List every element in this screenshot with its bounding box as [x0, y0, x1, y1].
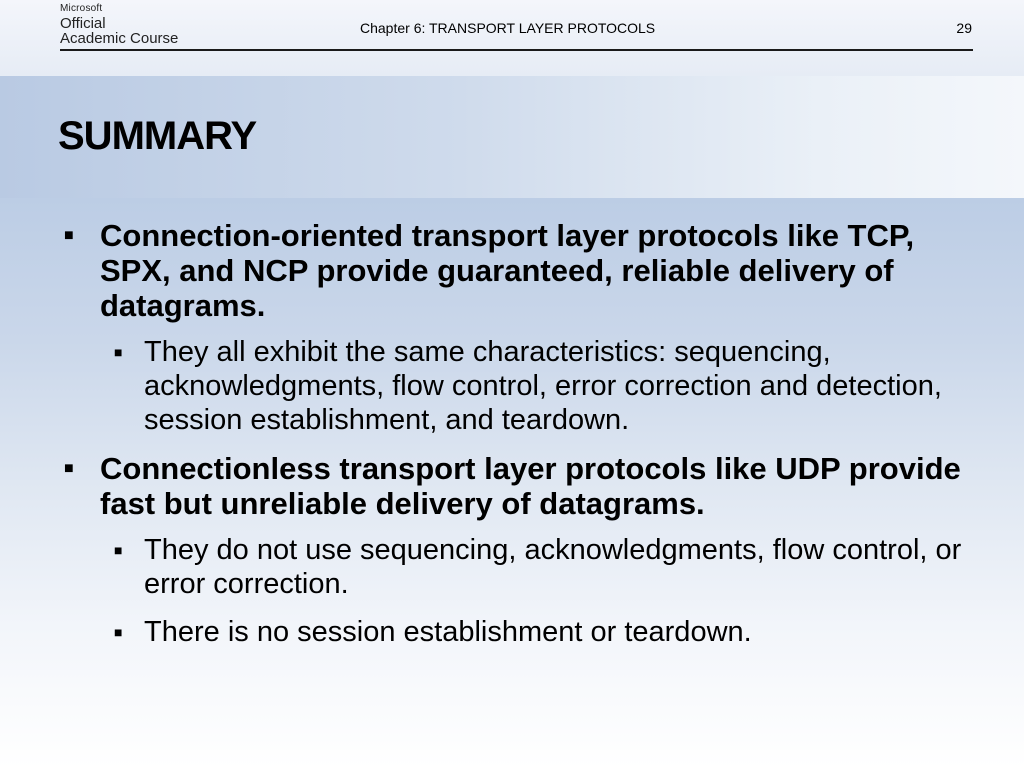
sub-bullet-item — [110, 615, 990, 649]
logo-line-1: Official — [60, 15, 106, 32]
bullet-text: Connection-oriented transport layer protocols like TCP, SPX, and NCP provide guaranteed, reliable delivery of datagrams. — [100, 218, 915, 323]
bullet-text: Connectionless transport layer protocols like UDP provide fast but unreliable delivery of datagrams. — [100, 451, 961, 521]
slide-title: SUMMARY — [58, 114, 257, 158]
course-logo — [60, 4, 178, 46]
bullet-item — [60, 451, 990, 521]
square-bullet-icon: ■ — [114, 344, 123, 360]
chapter-title: Chapter 6: TRANSPORT LAYER PROTOCOLS — [360, 20, 656, 36]
header-divider — [60, 49, 973, 51]
square-bullet-icon: ■ — [114, 624, 123, 640]
page-number: 29 — [956, 20, 972, 36]
logo-line-2: Academic Course — [60, 30, 179, 47]
sub-bullet-item — [110, 335, 990, 437]
square-bullet-icon: ■ — [64, 227, 74, 244]
bullet-list — [60, 218, 990, 663]
logo-brand: Microsoft — [60, 3, 103, 14]
square-bullet-icon: ■ — [114, 542, 123, 558]
square-bullet-icon: ■ — [64, 460, 74, 477]
bullet-item — [60, 218, 990, 323]
sub-bullet-text: There is no session establishment or teardown. — [144, 616, 752, 648]
sub-bullet-text: They do not use sequencing, acknowledgments, flow control, or error correction. — [144, 534, 962, 600]
sub-bullet-item — [110, 533, 990, 601]
sub-bullet-text: They all exhibit the same characteristics: sequencing, acknowledgments, flow control, error correction and detection, session establishment, and teardown. — [144, 336, 942, 436]
